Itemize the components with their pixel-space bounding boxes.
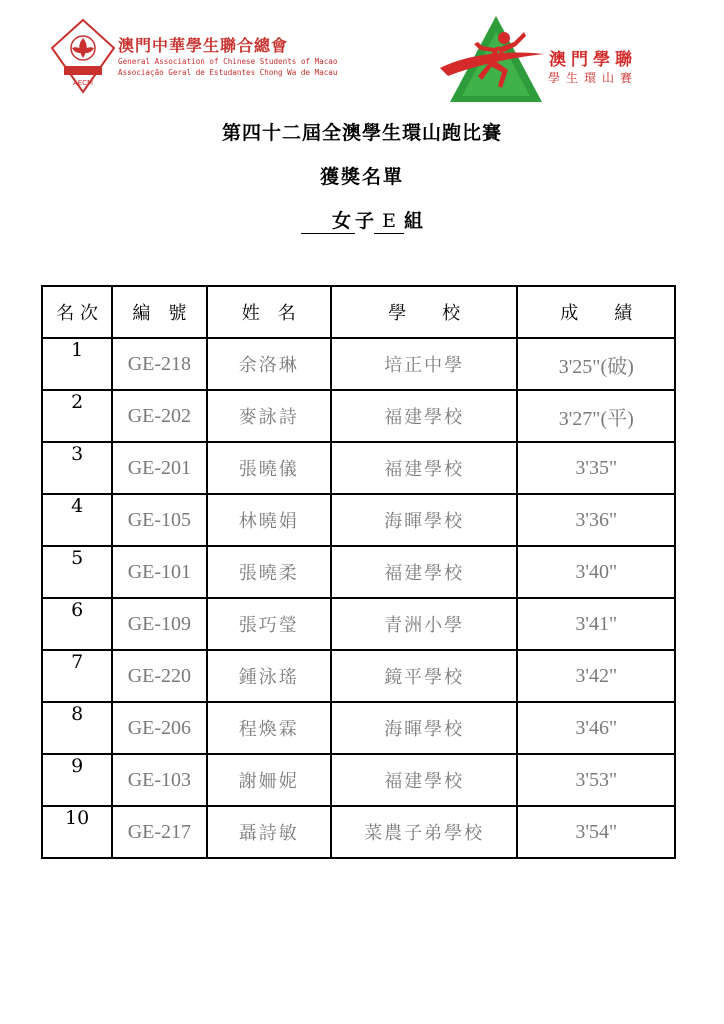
organization-name xyxy=(118,36,337,78)
school-cell: 福建學校 xyxy=(331,390,518,442)
rank-cell: 8 xyxy=(42,702,112,754)
table-row xyxy=(42,702,675,754)
number-cell: GE-109 xyxy=(112,598,206,650)
table-row xyxy=(42,598,675,650)
result-cell: 3'54" xyxy=(517,806,675,858)
number-cell: GE-220 xyxy=(112,650,206,702)
number-cell: GE-218 xyxy=(112,338,206,390)
rank-cell: 2 xyxy=(42,390,112,442)
result-cell: 3'46" xyxy=(517,702,675,754)
school-cell: 青洲小學 xyxy=(331,598,518,650)
group-gender-suffix: 子 xyxy=(354,210,374,232)
school-cell: 福建學校 xyxy=(331,754,518,806)
result-cell: 3'25"(破) xyxy=(517,338,675,390)
school-cell: 鏡平學校 xyxy=(331,650,518,702)
name-cell: 張曉儀 xyxy=(207,442,331,494)
name-cell: 余洛琳 xyxy=(207,338,331,390)
rank-cell: 3 xyxy=(42,442,112,494)
table-row xyxy=(42,338,675,390)
number-cell: GE-101 xyxy=(112,546,206,598)
name-cell: 林曉娟 xyxy=(207,494,331,546)
school-cell: 海暉學校 xyxy=(331,494,518,546)
result-cell: 3'41" xyxy=(517,598,675,650)
org-name-english: General Association of Chinese Students of Macao xyxy=(118,57,338,66)
result-cell: 3'35" xyxy=(517,442,675,494)
org-name-portuguese: Associação Geral de Estudantes Chong Wa de Macau xyxy=(118,68,338,77)
rank-cell: 4 xyxy=(42,494,112,546)
rank-cell: 10 xyxy=(42,806,112,858)
header-rank: 名 次 xyxy=(42,286,112,338)
name-cell: 聶詩敏 xyxy=(207,806,331,858)
race-event-logo xyxy=(438,14,548,106)
school-cell: 海暉學校 xyxy=(331,702,518,754)
table-row xyxy=(42,442,675,494)
event-name xyxy=(548,50,638,86)
table-row xyxy=(42,390,675,442)
award-list-title: 獲獎名單 xyxy=(319,166,404,188)
table-row xyxy=(42,546,675,598)
name-cell: 謝姍妮 xyxy=(207,754,331,806)
rank-cell: 5 xyxy=(42,546,112,598)
group-suffix: 組 xyxy=(404,210,424,232)
table-row xyxy=(42,494,675,546)
event-name-line2: 學生環山賽 xyxy=(548,71,639,85)
rank-cell: 6 xyxy=(42,598,112,650)
org-name-chinese: 澳門中華學生聯合總會 xyxy=(118,36,289,55)
table-row xyxy=(42,806,675,858)
rank-cell: 1 xyxy=(42,338,112,390)
result-cell: 3'36" xyxy=(517,494,675,546)
result-cell: 3'27"(平) xyxy=(517,390,675,442)
event-name-line1: 澳門學聯 xyxy=(549,50,637,70)
name-cell: 程煥霖 xyxy=(207,702,331,754)
school-cell: 福建學校 xyxy=(331,442,518,494)
number-cell: GE-105 xyxy=(112,494,206,546)
number-cell: GE-217 xyxy=(112,806,206,858)
name-cell: 鍾泳瑤 xyxy=(207,650,331,702)
rank-cell: 7 xyxy=(42,650,112,702)
group-gender: 女 xyxy=(301,209,355,234)
rank-cell: 9 xyxy=(42,754,112,806)
association-logo xyxy=(50,18,116,94)
header-number: 編 號 xyxy=(112,286,206,338)
group-letter: E xyxy=(374,209,404,234)
school-cell: 福建學校 xyxy=(331,546,518,598)
number-cell: GE-202 xyxy=(112,390,206,442)
school-cell: 培正中學 xyxy=(331,338,518,390)
name-cell: 張曉柔 xyxy=(207,546,331,598)
competition-title: 第四十二屆全澳學生環山跑比賽 xyxy=(221,122,502,144)
school-cell: 菜農子弟學校 xyxy=(331,806,518,858)
header-school: 學 校 xyxy=(331,286,518,338)
name-cell: 張巧瑩 xyxy=(207,598,331,650)
logo-acronym: AECM xyxy=(72,79,94,87)
result-cell: 3'53" xyxy=(517,754,675,806)
table-row xyxy=(42,754,675,806)
results-table xyxy=(41,285,676,859)
header-result: 成 績 xyxy=(517,286,675,338)
group-title xyxy=(0,206,724,234)
table-header-row xyxy=(42,286,675,338)
header-name: 姓 名 xyxy=(207,286,331,338)
number-cell: GE-103 xyxy=(112,754,206,806)
number-cell: GE-206 xyxy=(112,702,206,754)
name-cell: 麥詠詩 xyxy=(207,390,331,442)
page-header xyxy=(0,0,724,110)
number-cell: GE-201 xyxy=(112,442,206,494)
table-row xyxy=(42,650,675,702)
result-cell: 3'40" xyxy=(517,546,675,598)
result-cell: 3'42" xyxy=(517,650,675,702)
